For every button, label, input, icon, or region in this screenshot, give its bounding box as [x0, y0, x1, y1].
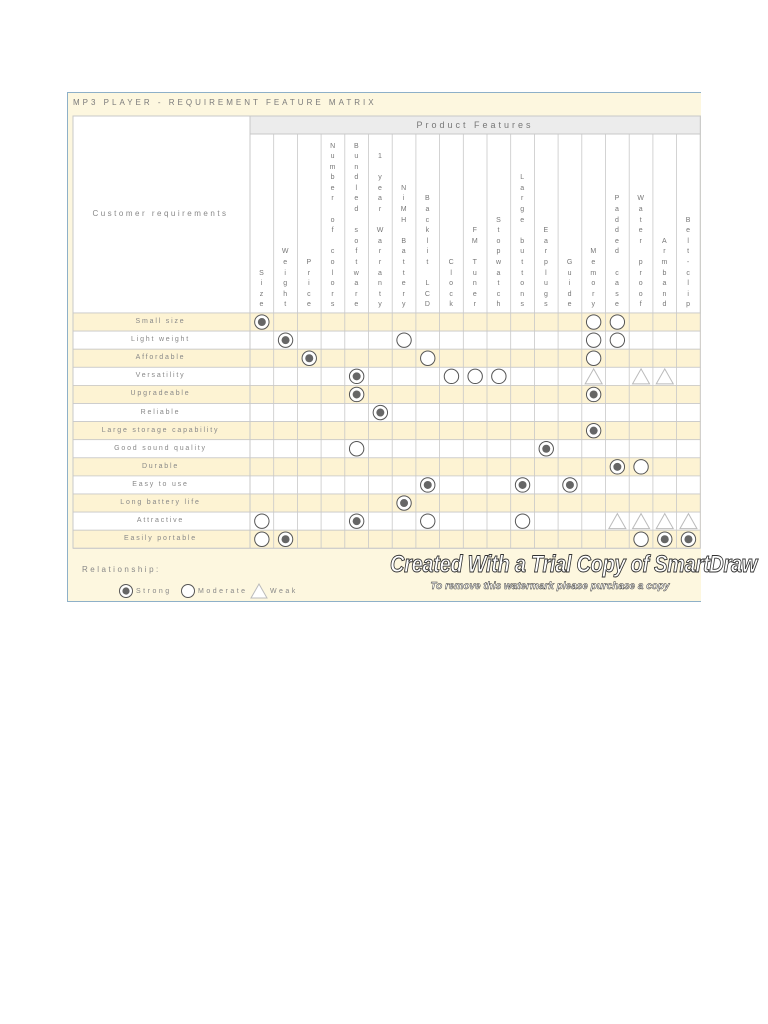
strong-relationship-dot	[590, 427, 598, 435]
feature-header-char	[321, 205, 344, 216]
feature-header-char: N	[330, 142, 336, 150]
strong-relationship-dot	[613, 463, 621, 471]
requirement-label: Attractive	[136, 517, 185, 525]
legend-moderate	[180, 583, 248, 599]
moderate-relationship-icon	[349, 442, 363, 456]
feature-header-char: p	[496, 248, 501, 256]
feature-header-char: u	[543, 280, 548, 288]
feature-header-char: c	[449, 290, 453, 298]
feature-header-char: d	[615, 216, 619, 224]
feature-header-char: a	[425, 206, 430, 214]
requirement-label: Reliable	[140, 408, 181, 416]
moderate-relationship-icon	[586, 333, 600, 347]
feature-header-char: E	[543, 227, 549, 235]
feature-header-char: B	[353, 142, 359, 150]
feature-header	[345, 135, 368, 313]
feature-header-char: e	[638, 227, 643, 235]
feature-header-char: i	[308, 280, 310, 288]
feature-header-char: s	[615, 290, 619, 298]
strong-relationship-dot	[424, 481, 432, 489]
feature-header-char: a	[496, 269, 501, 277]
moderate-relationship-icon	[180, 583, 196, 599]
feature-matrix	[67, 92, 758, 602]
feature-header-char: -	[686, 259, 690, 267]
feature-header-char: W	[637, 195, 644, 203]
feature-header-char: a	[615, 206, 619, 214]
feature-header-char: f	[331, 227, 334, 235]
feature-header-char: n	[472, 280, 477, 288]
feature-header-char: e	[615, 237, 619, 245]
feature-header-char: r	[355, 290, 358, 298]
feature-header	[487, 135, 510, 313]
feature-header	[511, 135, 534, 313]
requirement-label: Large storage capability	[101, 426, 220, 434]
feature-header-char: N	[401, 184, 407, 192]
feature-header-char: y	[591, 301, 596, 309]
feature-header-char: z	[259, 290, 264, 298]
feature-header-char: t	[284, 301, 287, 309]
legend-weak	[250, 583, 298, 599]
feature-header-char: a	[662, 280, 667, 288]
strong-relationship-dot	[542, 445, 550, 453]
feature-header-char: L	[520, 174, 525, 182]
feature-header-char: l	[687, 237, 689, 245]
feature-header-char	[392, 226, 415, 237]
feature-header-char: e	[378, 184, 382, 192]
moderate-relationship-icon	[610, 315, 624, 329]
feature-header-char: m	[590, 269, 597, 277]
feature-header-char: W	[281, 248, 289, 256]
moderate-relationship-icon	[610, 333, 624, 347]
feature-header-char: k	[425, 227, 430, 235]
feature-header-char: c	[686, 269, 690, 277]
requirement-label: Light weight	[131, 336, 190, 344]
feature-header-char: a	[378, 269, 382, 277]
feature-header-char: t	[402, 269, 405, 277]
feature-header-char: t	[355, 259, 358, 267]
feature-header-char: a	[520, 184, 525, 192]
feature-header-char: g	[520, 206, 525, 214]
feature-header-char: o	[330, 216, 335, 224]
feature-header-char: d	[354, 206, 359, 214]
feature-header-char: b	[520, 237, 525, 245]
feature-header-char: y	[401, 301, 406, 309]
feature-header-char: c	[330, 248, 335, 256]
feature-header-char: e	[330, 184, 335, 192]
feature-header-char: t	[521, 259, 524, 267]
feature-header-char: t	[639, 216, 642, 224]
feature-header-char: o	[330, 280, 335, 288]
feature-header-char: B	[685, 216, 691, 224]
feature-header-char: r	[592, 290, 595, 298]
feature-header-char: a	[401, 248, 406, 256]
feature-header-char: a	[354, 280, 359, 288]
moderate-relationship-icon	[634, 460, 648, 474]
weak-relationship-icon	[250, 583, 268, 599]
feature-header-char: P	[614, 195, 620, 203]
feature-header-char: p	[638, 259, 643, 267]
strong-relationship-dot	[684, 535, 692, 543]
feature-header-char: p	[543, 259, 548, 267]
legend-strong	[118, 583, 172, 599]
feature-header-char: h	[283, 290, 288, 298]
legend-weak-label: Weak	[270, 587, 298, 595]
strong-relationship-dot	[258, 318, 266, 326]
feature-header-char: r	[521, 195, 524, 203]
moderate-relationship-icon	[255, 514, 269, 528]
feature-header-char	[511, 226, 534, 237]
strong-relationship-dot	[353, 517, 361, 525]
requirement-label: Versatility	[135, 372, 186, 380]
legend-title: Relationship:	[82, 565, 161, 574]
feature-header-char: M	[400, 206, 407, 214]
feature-header-char: o	[496, 237, 501, 245]
feature-header-char: P	[306, 259, 312, 267]
feature-header	[297, 135, 320, 313]
feature-header	[558, 135, 581, 313]
feature-header-char: e	[567, 301, 572, 309]
feature-header-char: r	[544, 248, 548, 256]
feature-header-char: r	[378, 259, 382, 267]
feature-header-char: h	[496, 301, 501, 309]
requirement-label: Durable	[141, 462, 180, 470]
feature-header-char: d	[615, 248, 619, 256]
feature-header-char: a	[378, 195, 382, 203]
feature-header-char: c	[307, 290, 311, 298]
requirement-label: Easy to use	[132, 480, 189, 488]
feature-header-char: d	[354, 174, 359, 182]
feature-header-char: a	[615, 280, 619, 288]
feature-header-char: t	[379, 290, 381, 298]
feature-header	[392, 135, 415, 313]
feature-header-char: r	[378, 206, 382, 214]
product-features-label: Product Features	[416, 120, 534, 130]
feature-header-char: d	[662, 301, 667, 309]
feature-header-char: r	[331, 195, 334, 203]
feature-header-char: M	[590, 248, 597, 256]
feature-header-char: u	[330, 153, 335, 161]
watermark	[390, 551, 758, 592]
feature-header-char: t	[497, 280, 500, 288]
watermark-main-text: Created With a Trial Copy of SmartDraw	[390, 551, 758, 579]
feature-header-char: u	[567, 269, 572, 277]
feature-header-char	[416, 269, 439, 280]
feature-header-char: A	[662, 237, 667, 245]
feature-header-char: r	[639, 269, 642, 277]
moderate-relationship-icon	[515, 514, 529, 528]
moderate-relationship-icon	[444, 369, 458, 383]
feature-header-char: e	[591, 259, 596, 267]
feature-header-char: r	[378, 248, 382, 256]
feature-header-char	[629, 247, 652, 258]
strong-relationship-icon	[118, 583, 134, 599]
strong-relationship-dot	[661, 535, 669, 543]
feature-header-char: i	[687, 290, 689, 298]
feature-header-char: d	[567, 290, 572, 298]
feature-header-char: e	[401, 280, 406, 288]
feature-header-char: S	[496, 216, 501, 224]
strong-relationship-dot	[305, 354, 313, 362]
feature-header-char: M	[471, 237, 478, 245]
moderate-relationship-icon	[255, 532, 269, 546]
feature-header-char: l	[331, 269, 334, 277]
feature-header-char: G	[566, 259, 573, 267]
feature-header-char: u	[520, 248, 525, 256]
feature-header-char: t	[426, 259, 429, 267]
feature-header-char: w	[495, 259, 502, 267]
feature-header-char: B	[401, 237, 407, 245]
feature-header-char: p	[686, 301, 691, 309]
feature-header-char: n	[378, 280, 382, 288]
feature-header-char: f	[639, 301, 642, 309]
strong-relationship-dot	[519, 481, 527, 489]
feature-header-char: i	[402, 195, 405, 203]
legend-moderate-label: Moderate	[198, 587, 248, 595]
feature-header	[440, 135, 463, 313]
feature-header	[677, 135, 700, 313]
feature-header-char: n	[662, 290, 667, 298]
feature-header-char: l	[545, 269, 547, 277]
feature-header-char: s	[544, 301, 548, 309]
feature-header-char: t	[521, 269, 524, 277]
feature-header-char: o	[520, 280, 525, 288]
matrix-title: MP3 PLAYER - REQUIREMENT FEATURE MATRIX	[73, 98, 377, 107]
feature-header-char	[321, 237, 344, 248]
moderate-relationship-icon	[492, 369, 506, 383]
feature-header-char: r	[402, 290, 405, 298]
feature-header-char: c	[496, 290, 501, 298]
feature-header-char: e	[686, 227, 691, 235]
feature-header-char: c	[425, 216, 430, 224]
feature-header-char: s	[520, 301, 524, 309]
feature-header-char: 1	[378, 153, 382, 161]
feature-header-char: e	[354, 301, 359, 309]
feature-header-char: n	[354, 163, 359, 171]
feature-header-char: o	[638, 280, 643, 288]
requirement-label: Long battery life	[120, 499, 201, 506]
feature-header-char: f	[355, 248, 358, 256]
feature-header-char: m	[329, 163, 336, 171]
moderate-relationship-icon	[468, 369, 482, 383]
feature-header	[463, 135, 486, 313]
feature-header	[416, 135, 439, 313]
feature-header-char: e	[259, 301, 264, 309]
feature-header-char	[369, 163, 392, 174]
feature-header-char: o	[354, 237, 359, 245]
feature-header-char: e	[306, 301, 311, 309]
feature-header-char: e	[283, 259, 288, 267]
feature-header-char: o	[638, 290, 643, 298]
moderate-relationship-icon	[586, 315, 600, 329]
requirement-label: Small size	[135, 318, 186, 325]
feature-header-char: i	[284, 269, 286, 277]
feature-header-char: k	[449, 301, 453, 309]
feature-header	[369, 135, 392, 313]
requirement-label: Upgradeable	[130, 390, 191, 398]
feature-header-char: H	[401, 216, 407, 224]
feature-header-char: S	[259, 269, 264, 277]
feature-header	[606, 135, 629, 313]
feature-header-char: b	[662, 269, 667, 277]
feature-header-char	[606, 258, 629, 269]
feature-header-char: o	[330, 259, 335, 267]
watermark-sub-text: To remove this watermark please purchase a copy	[430, 581, 670, 592]
customer-requirements-label: Customer requirements	[92, 209, 229, 218]
feature-header	[250, 135, 273, 313]
feature-header-char: u	[354, 153, 359, 161]
feature-header-char: r	[473, 301, 476, 309]
feature-header-char: l	[426, 237, 429, 245]
feature-header-char: g	[283, 280, 288, 288]
feature-header-char: y	[378, 301, 382, 309]
feature-header-char: c	[615, 269, 619, 277]
feature-header-char: e	[472, 290, 477, 298]
feature-header-char: t	[687, 248, 690, 256]
feature-header	[321, 135, 344, 313]
requirement-label: Affordable	[135, 354, 186, 362]
feature-header-char: r	[307, 269, 311, 277]
feature-header-char: s	[330, 301, 335, 309]
feature-header-char: y	[378, 174, 382, 182]
feature-header-char: F	[472, 227, 477, 235]
strong-relationship-dot	[353, 372, 361, 380]
feature-header-char: r	[663, 248, 666, 256]
feature-header-char: l	[687, 280, 689, 288]
feature-header-char: i	[260, 280, 263, 288]
feature-header-char: n	[520, 290, 525, 298]
feature-header-char: l	[355, 184, 358, 192]
feature-header-char: u	[472, 269, 477, 277]
feature-header-char: a	[378, 237, 382, 245]
legend-strong-label: Strong	[136, 587, 172, 595]
strong-relationship-dot	[376, 409, 384, 417]
feature-header	[582, 135, 605, 313]
feature-header-char: a	[543, 237, 548, 245]
feature-header-char: e	[520, 216, 525, 224]
feature-header-char	[463, 247, 486, 258]
feature-header-char: l	[450, 269, 452, 277]
feature-header-char: i	[568, 280, 571, 288]
feature-header-char: T	[472, 259, 477, 267]
strong-relationship-dot	[590, 390, 598, 398]
feature-header	[274, 135, 297, 313]
strong-relationship-dot	[353, 390, 361, 398]
moderate-relationship-icon	[421, 514, 435, 528]
feature-header-char: o	[591, 280, 596, 288]
feature-header	[653, 135, 676, 313]
feature-header-char: o	[449, 280, 454, 288]
feature-header-char: W	[376, 227, 384, 235]
feature-header-char: i	[426, 248, 429, 256]
feature-header-char	[369, 216, 392, 227]
feature-header-char: r	[331, 290, 334, 298]
feature-header-char: L	[425, 280, 430, 288]
feature-header-char: e	[354, 195, 359, 203]
feature-header	[534, 135, 557, 313]
feature-header-char: C	[424, 290, 430, 298]
feature-header-char: C	[448, 259, 454, 267]
moderate-relationship-icon	[397, 333, 411, 347]
feature-header-char: s	[354, 227, 359, 235]
feature-header-char: b	[330, 174, 335, 182]
strong-relationship-dot	[400, 499, 408, 507]
feature-header-char: B	[425, 195, 430, 203]
feature-header-char	[345, 216, 368, 227]
feature-header-char: t	[497, 227, 500, 235]
feature-header-char: e	[615, 301, 619, 309]
feature-header-char: D	[424, 301, 430, 309]
moderate-relationship-icon	[421, 351, 435, 365]
feature-header-char: r	[639, 237, 642, 245]
strong-relationship-dot	[282, 336, 290, 344]
moderate-relationship-icon	[586, 351, 600, 365]
feature-header-char: a	[638, 206, 643, 214]
strong-relationship-dot	[566, 481, 574, 489]
feature-header-char: w	[353, 269, 359, 277]
requirement-label: Easily portable	[124, 535, 197, 543]
feature-header-char: g	[543, 290, 548, 298]
moderate-relationship-icon	[634, 532, 648, 546]
feature-header-char: t	[402, 259, 405, 267]
feature-header	[629, 135, 652, 313]
feature-header-char: d	[615, 227, 619, 235]
feature-header-char: m	[661, 259, 668, 267]
requirement-label: Good sound quality	[114, 444, 207, 452]
strong-relationship-dot	[282, 535, 290, 543]
